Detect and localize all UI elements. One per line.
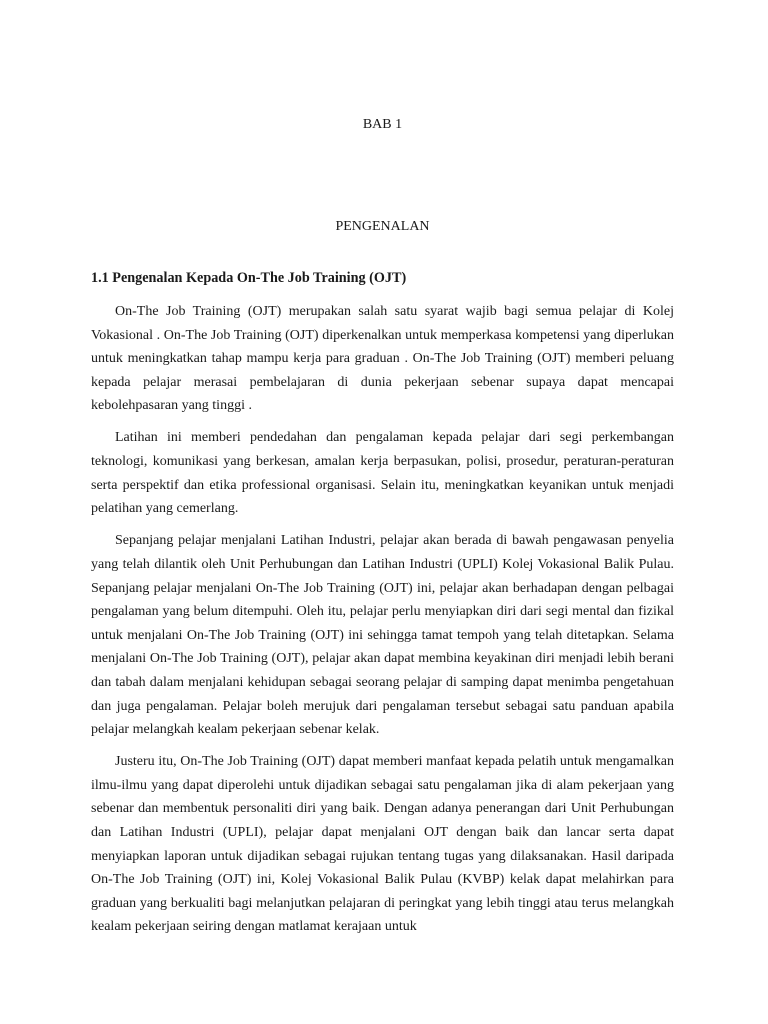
body-text [91, 300, 674, 947]
chapter-title: PENGENALAN [335, 219, 430, 234]
paragraph-1: On-The Job Training (OJT) merupakan salah satu syarat wajib bagi semua pelajar di Kolej Vokasional . On-The Job Training (OJT) diperkenalkan untuk memperkasa kompetensi yang diperlukan untuk meningkatkan tahap mampu kerja para graduan . On-The Job Training (OJT) memberi peluang kepada pelajar merasai pembelajaran di dunia pekerjaan sebenar supaya dapat mencapai kebolehpasaran yang tinggi . [91, 304, 674, 414]
paragraph-3: Sepanjang pelajar menjalani Latihan Industri, pelajar akan berada di bawah pengawasan penyelia yang telah dilantik oleh Unit Perhubungan dan Latihan Industri (UPLI) Kolej Vokasional Balik Pulau. Sepanjang pelajar menjalani On-The Job Training (OJT) ini, pelajar akan berhadapan dengan pelbagai pengalaman yang belum ditempuhi. Oleh itu, pelajar perlu menyiapkan diri dari segi mental dan fizikal untuk menjalani On-The Job Training (OJT) ini sehingga tamat tempoh yang telah ditetapkan. Selama menjalani On-The Job Training (OJT), pelajar akan dapat membina keyakinan diri menjadi lebih berani dan tabah dalam menjalani kehidupan sebagai seorang pelajar di samping dapat menimba pengetahuan dan juga pengalaman. Pelajar boleh merujuk dari pengalaman tersebut sebagai satu panduan apabila pelajar melangkah kealam pekerjaan sebenar kelak. [91, 533, 674, 738]
paragraph-4: Justeru itu, On-The Job Training (OJT) dapat memberi manfaat kepada pelatih untuk mengamalkan ilmu-ilmu yang dapat diperolehi untuk dijadikan sebagai satu pengalaman jika di alam pekerjaan yang sebenar dan membentuk personaliti diri yang baik. Dengan adanya penerangan dari Unit Perhubungan dan Latihan Industri (UPLI), pelajar dapat menjalani OJT dengan baik dan lancar serta dapat menyiapkan laporan untuk dijadikan sebagai rujukan tentang tugas yang dilaksanakan. Hasil daripada On-The Job Training (OJT) ini, Kolej Vokasional Balik Pulau (KVBP) kelak dapat melahirkan para graduan yang berkualiti bagi melanjutkan pelajaran di peringkat yang lebih tinggi atau terus melangkah kealam pekerjaan seiring dengan matlamat kerajaan untuk [91, 754, 674, 935]
section-heading: 1.1 Pengenalan Kepada On-The Job Training (OJT) [91, 270, 407, 286]
chapter-number: BAB 1 [362, 117, 403, 132]
paragraph-2: Latihan ini memberi pendedahan dan pengalaman kepada pelajar dari segi perkembangan teknologi, komunikasi yang berkesan, amalan kerja berpasukan, polisi, prosedur, peraturan-peraturan serta perspektif dan etika professional organisasi. Selain itu, meningkatkan keyanikan untuk menjadi pelatihan yang cemerlang. [91, 430, 674, 517]
